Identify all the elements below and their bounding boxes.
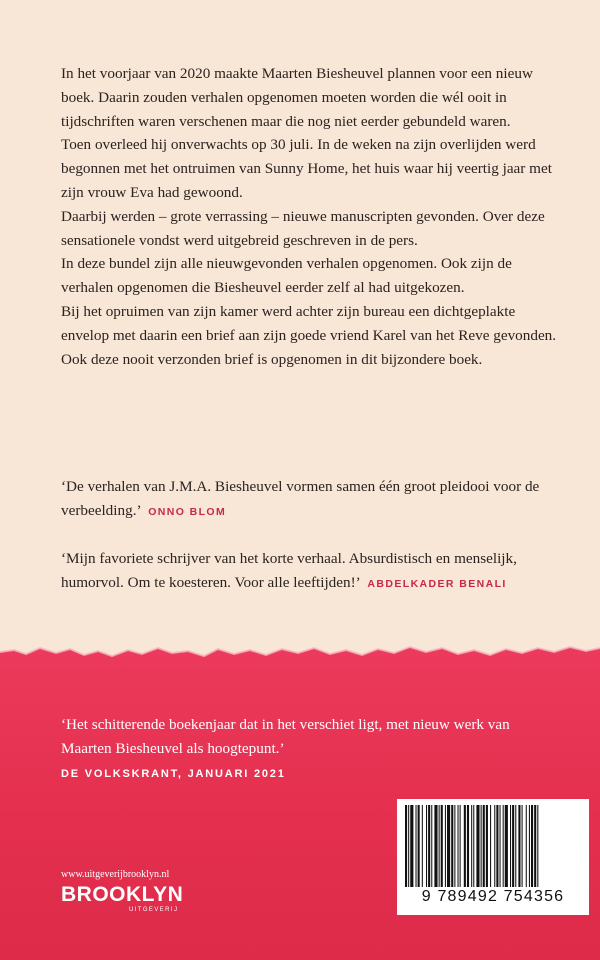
barcode-bar — [445, 805, 446, 887]
barcode-bar — [537, 805, 538, 887]
barcode-bar — [431, 805, 432, 887]
barcode-bar — [496, 805, 498, 887]
barcode — [397, 799, 589, 915]
barcode-bar — [405, 805, 407, 887]
publisher-logo: BROOKLYN — [61, 883, 184, 906]
barcode-bar — [510, 805, 511, 887]
isbn-number: 9 789492 754356 — [421, 888, 565, 905]
barcode-bar — [460, 805, 461, 887]
publisher-url: www.uitgeverijbrooklyn.nl — [61, 869, 170, 880]
barcode-bar — [416, 805, 417, 887]
barcode-bar — [447, 805, 450, 887]
barcode-bar — [534, 805, 536, 887]
blurb-paragraph-3: Daarbij werden – grote verrassing – nieuwe manuscripten gevonden. Over deze sensationele vondst werd uitgebreid geschreven in de pers. — [61, 207, 545, 249]
barcode-bar — [512, 805, 514, 887]
blurb-paragraph-4: In deze bundel zijn alle nieuwgevonden verhalen opgenomen. Ook zijn de verhalen opgenomen die Biesheuvel eerder zelf al had uitgekozen. — [61, 255, 512, 297]
barcode-bar — [481, 805, 482, 887]
barcode-bar — [451, 805, 453, 887]
barcode-bars — [403, 805, 583, 887]
barcode-bar — [439, 805, 440, 887]
barcode-bar — [454, 805, 455, 887]
barcode-bar — [490, 805, 491, 887]
barcode-bar — [515, 805, 516, 887]
blurb-paragraph-1: In het voorjaar van 2020 maakte Maarten Biesheuvel plannen voor een nieuw boek. Daarin zouden verhalen opgenomen moeten worden die wél ooit in tijdschriften waren verschenen maar die nog niet eerder gebundeld waren. — [61, 65, 533, 130]
barcode-bar — [473, 805, 474, 887]
barcode-bar — [486, 805, 488, 887]
review-quote-2 — [61, 547, 561, 597]
barcode-bar — [518, 805, 520, 887]
barcode-bar — [476, 805, 479, 887]
press-quote: ‘Het schitterende boekenjaar dat in het verschiet ligt, met nieuw werk van Maarten Biesheuvel als hoogtepunt.’ — [61, 716, 510, 757]
barcode-bar — [458, 805, 459, 887]
barcode-bar — [529, 805, 530, 887]
barcode-bar — [505, 805, 508, 887]
blurb-paragraph-2: Toen overleed hij onverwachts op 30 juli. In de weken na zijn overlijden werd begonnen met het ontruimen van Sunny Home, het huis waar hij veertig jaar met zijn vrouw Eva had gewoond. — [61, 136, 552, 201]
barcode-bar — [531, 805, 533, 887]
barcode-bar — [464, 805, 466, 887]
barcode-bar — [441, 805, 443, 887]
barcode-bar — [410, 805, 413, 887]
review-quote-1 — [61, 475, 561, 525]
barcode-bar — [500, 805, 501, 887]
barcode-bar — [522, 805, 523, 887]
publisher-logo-subtitle: UITGEVERIJ — [129, 907, 179, 913]
barcode-bar — [526, 805, 527, 887]
review-quote-text: ‘Mijn favoriete schrijver van het korte verhaal. Absurdistisch en menselijk, humorvol. Om te koesteren. Voor alle leeftijden!’ — [61, 550, 517, 591]
barcode-bar — [418, 805, 420, 887]
review-quote-author: ONNO BLOM — [148, 505, 227, 518]
barcode-bar — [408, 805, 409, 887]
barcode-bar — [426, 805, 427, 887]
press-quote-source: DE VOLKSKRANT, JANUARI 2021 — [61, 768, 286, 780]
barcode-bar — [503, 805, 504, 887]
barcode-bar — [467, 805, 469, 887]
barcode-bar — [422, 805, 423, 887]
review-quote-author: ABDELKADER BENALI — [367, 577, 507, 590]
blurb-text — [61, 62, 561, 371]
barcode-bar — [494, 805, 495, 887]
barcode-bar — [483, 805, 485, 887]
review-quote-text: ‘De verhalen van J.M.A. Biesheuvel vormen samen één groot pleidooi voor de verbeelding.’ — [61, 478, 540, 519]
barcode-bar — [428, 805, 430, 887]
barcode-bar — [471, 805, 472, 887]
barcode-bar — [434, 805, 437, 887]
blurb-paragraph-5: Bij het opruimen van zijn kamer werd achter zijn bureau een dichtgeplakte envelop met daarin een brief aan zijn goede vriend Karel van het Reve gevonden. Ook deze nooit verzonden brief is opgenomen in dit bijzondere boek. — [61, 302, 557, 368]
